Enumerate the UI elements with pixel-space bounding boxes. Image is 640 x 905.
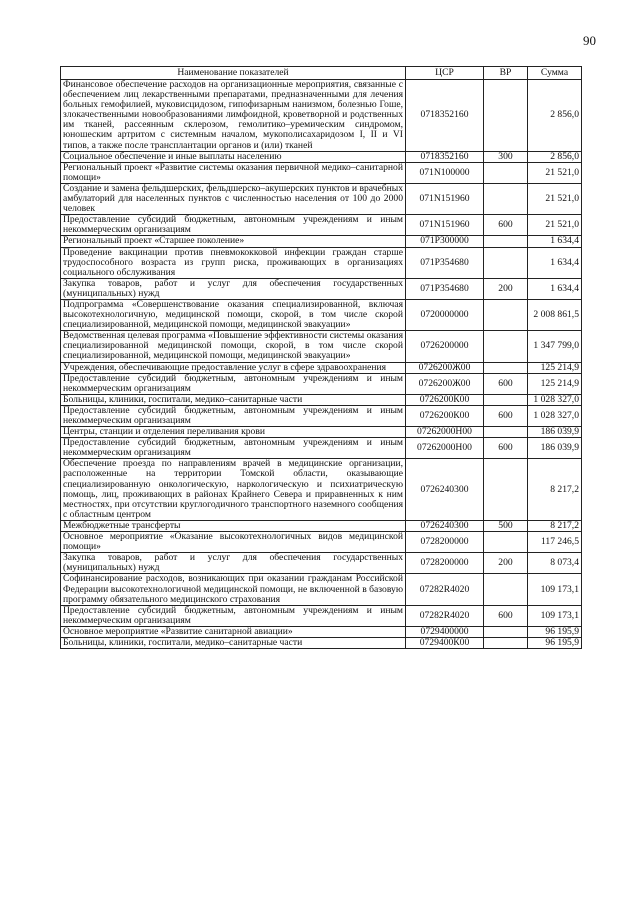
- cell-name: Предоставление субсидий бюджетным, автономным учреждениям и иным некоммерческим организациям: [61, 438, 406, 459]
- cell-sum: 117 246,5: [528, 532, 582, 553]
- table-row: [61, 532, 582, 553]
- cell-name: Предоставление субсидий бюджетным, автономным учреждениям и иным некоммерческим организациям: [61, 405, 406, 426]
- cell-csr: 07282R4020: [406, 574, 484, 605]
- cell-csr: 071P354680: [406, 247, 484, 278]
- cell-name: Больницы, клиники, госпитали, медико–санитарные части: [61, 637, 406, 648]
- table-row: [61, 405, 582, 426]
- cell-sum: 96 195,9: [528, 626, 582, 637]
- cell-name: Социальное обеспечение и иные выплаты населению: [61, 151, 406, 162]
- header-csr: ЦСР: [406, 67, 484, 80]
- table-row: [61, 394, 582, 405]
- cell-vr: [484, 532, 528, 553]
- table-row: [61, 637, 582, 648]
- cell-vr: [484, 331, 528, 362]
- cell-csr: 07262000Н00: [406, 438, 484, 459]
- cell-name: Предоставление субсидий бюджетным, автономным учреждениям и иным некоммерческим организациям: [61, 215, 406, 236]
- cell-csr: 0728200000: [406, 553, 484, 574]
- cell-name: Межбюджетные трансферты: [61, 520, 406, 531]
- cell-csr: 071N151960: [406, 215, 484, 236]
- cell-vr: [484, 299, 528, 330]
- cell-sum: 8 073,4: [528, 553, 582, 574]
- table-row: [61, 80, 582, 152]
- cell-sum: 2 856,0: [528, 151, 582, 162]
- cell-csr: 0726240300: [406, 459, 484, 521]
- cell-vr: 600: [484, 438, 528, 459]
- cell-sum: 21 521,0: [528, 215, 582, 236]
- table-row: [61, 553, 582, 574]
- table-row: [61, 459, 582, 521]
- cell-csr: 0726200Ж00: [406, 362, 484, 373]
- cell-name: Финансовое обеспечение расходов на организационные мероприятия, связанные с обеспечением лиц лекарственными препаратами, предназначенными для лечения больных гемофилией, муковисцидозом, гипофизарным нанизмом, болезнью Гоше, злокачественными новообразованиями лимфоидной, кроветворной и родственных им тканей, рассеянным склерозом, гемолитико–уремическим синдромом, юношеским артритом с системным началом, мукополисахаридозом I, II и VI типов, а также после трансплантации органов и (или) тканей: [61, 80, 406, 152]
- table-row: [61, 520, 582, 531]
- cell-vr: 300: [484, 151, 528, 162]
- table-row: [61, 373, 582, 394]
- cell-csr: 071P354680: [406, 278, 484, 299]
- cell-sum: 1 634,4: [528, 247, 582, 278]
- cell-name: Создание и замена фельдшерских, фельдшерско–акушерских пунктов и врачебных амбулаторий для населенных пунктов с численностью населения от 100 до 2000 человек: [61, 183, 406, 214]
- table-row: [61, 236, 582, 247]
- cell-vr: 600: [484, 605, 528, 626]
- table-row: [61, 331, 582, 362]
- cell-sum: 2 856,0: [528, 80, 582, 152]
- table-row: [61, 247, 582, 278]
- cell-vr: [484, 459, 528, 521]
- cell-name: Основное мероприятие «Оказание высокотехнологичных видов медицинской помощи»: [61, 532, 406, 553]
- cell-sum: 1 634,4: [528, 278, 582, 299]
- table-row: [61, 162, 582, 183]
- header-name: Наименование показателей: [61, 67, 406, 80]
- cell-sum: 186 039,9: [528, 438, 582, 459]
- cell-name: Больницы, клиники, госпитали, медико–санитарные части: [61, 394, 406, 405]
- page-number: 90: [583, 33, 596, 48]
- cell-name: Основное мероприятие «Развитие санитарной авиации»: [61, 626, 406, 637]
- cell-name: Региональный проект «Развитие системы оказания первичной медико–санитарной помощи»: [61, 162, 406, 183]
- cell-csr: 071P300000: [406, 236, 484, 247]
- table-row: [61, 215, 582, 236]
- cell-csr: 0729400000: [406, 626, 484, 637]
- cell-sum: 21 521,0: [528, 162, 582, 183]
- cell-vr: 200: [484, 553, 528, 574]
- cell-vr: 600: [484, 405, 528, 426]
- cell-sum: 125 214,9: [528, 362, 582, 373]
- cell-csr: 07262000Н00: [406, 427, 484, 438]
- cell-csr: 0726200К00: [406, 394, 484, 405]
- cell-vr: 600: [484, 215, 528, 236]
- cell-vr: [484, 183, 528, 214]
- cell-vr: 200: [484, 278, 528, 299]
- cell-sum: 2 008 861,5: [528, 299, 582, 330]
- cell-sum: 8 217,2: [528, 520, 582, 531]
- cell-vr: [484, 394, 528, 405]
- cell-name: Обеспечение проезда по направлениям врачей в медицинские организации, расположенные на территории Томской области, оказывающие специализированную онкологическую, наркологическую и психиатрическую помощь, лиц, проживающих в районах Крайнего Севера и приравненных к ним местностях, при отсутствии круглогодичного транспортного наземного сообщения с областным центром: [61, 459, 406, 521]
- header-vr: ВР: [484, 67, 528, 80]
- cell-sum: 109 173,1: [528, 605, 582, 626]
- cell-sum: 1 347 799,0: [528, 331, 582, 362]
- cell-vr: [484, 80, 528, 152]
- cell-sum: 1 028 327,0: [528, 405, 582, 426]
- cell-vr: [484, 626, 528, 637]
- cell-csr: 0718352160: [406, 80, 484, 152]
- cell-csr: 07282R4020: [406, 605, 484, 626]
- cell-vr: [484, 236, 528, 247]
- cell-sum: 1 634,4: [528, 236, 582, 247]
- cell-vr: 500: [484, 520, 528, 531]
- cell-vr: 600: [484, 373, 528, 394]
- cell-name: Закупка товаров, работ и услуг для обеспечения государственных (муниципальных) нужд: [61, 278, 406, 299]
- cell-name: Софинансирование расходов, возникающих при оказании гражданам Российской Федерации высокотехнологичной медицинской помощи, не включенной в базовую программу обязательного медицинского страхования: [61, 574, 406, 605]
- table-row: [61, 278, 582, 299]
- cell-name: Проведение вакцинации против пневмококковой инфекции граждан старше трудоспособного возраста из групп риска, проживающих в организациях социального обслуживания: [61, 247, 406, 278]
- cell-sum: 21 521,0: [528, 183, 582, 214]
- cell-csr: 071N151960: [406, 183, 484, 214]
- cell-name: Предоставление субсидий бюджетным, автономным учреждениям и иным некоммерческим организациям: [61, 373, 406, 394]
- cell-name: Подпрограмма «Совершенствование оказания специализированной, включая высокотехнологичную, медицинской помощи, скорой, в том числе скорой специализированной, медицинской помощи, медицинской эвакуации»: [61, 299, 406, 330]
- cell-csr: 0726200000: [406, 331, 484, 362]
- table-row: [61, 574, 582, 605]
- table-header-row: [61, 67, 582, 80]
- cell-name: Ведомственная целевая программа «Повышение эффективности системы оказания специализированной медицинской помощи, скорой, в том числе скорой специализированной, медицинской помощи, медицинской эвакуации»: [61, 331, 406, 362]
- cell-vr: [484, 362, 528, 373]
- table-row: [61, 362, 582, 373]
- header-sum: Сумма: [528, 67, 582, 80]
- budget-table: [60, 66, 582, 649]
- cell-name: Центры, станции и отделения переливания крови: [61, 427, 406, 438]
- cell-sum: 109 173,1: [528, 574, 582, 605]
- cell-vr: [484, 162, 528, 183]
- cell-name: Предоставление субсидий бюджетным, автономным учреждениям и иным некоммерческим организациям: [61, 605, 406, 626]
- cell-name: Учреждения, обеспечивающие предоставление услуг в сфере здравоохранения: [61, 362, 406, 373]
- cell-name: Закупка товаров, работ и услуг для обеспечения государственных (муниципальных) нужд: [61, 553, 406, 574]
- cell-sum: 96 195,9: [528, 637, 582, 648]
- cell-csr: 0718352160: [406, 151, 484, 162]
- table-row: [61, 626, 582, 637]
- table-row: [61, 605, 582, 626]
- cell-csr: 0726200Ж00: [406, 373, 484, 394]
- table-body: [61, 80, 582, 649]
- cell-sum: 125 214,9: [528, 373, 582, 394]
- cell-sum: 186 039,9: [528, 427, 582, 438]
- table-row: [61, 183, 582, 214]
- table-row: [61, 151, 582, 162]
- cell-vr: [484, 247, 528, 278]
- cell-sum: 1 028 327,0: [528, 394, 582, 405]
- cell-csr: 0726240300: [406, 520, 484, 531]
- cell-vr: [484, 427, 528, 438]
- cell-name: Региональный проект «Старшее поколение»: [61, 236, 406, 247]
- cell-csr: 0728200000: [406, 532, 484, 553]
- cell-vr: [484, 637, 528, 648]
- table-row: [61, 427, 582, 438]
- cell-csr: 071N100000: [406, 162, 484, 183]
- cell-sum: 8 217,2: [528, 459, 582, 521]
- cell-csr: 0726200К00: [406, 405, 484, 426]
- table-row: [61, 438, 582, 459]
- cell-vr: [484, 574, 528, 605]
- table-row: [61, 299, 582, 330]
- cell-csr: 0720000000: [406, 299, 484, 330]
- cell-csr: 0729400К00: [406, 637, 484, 648]
